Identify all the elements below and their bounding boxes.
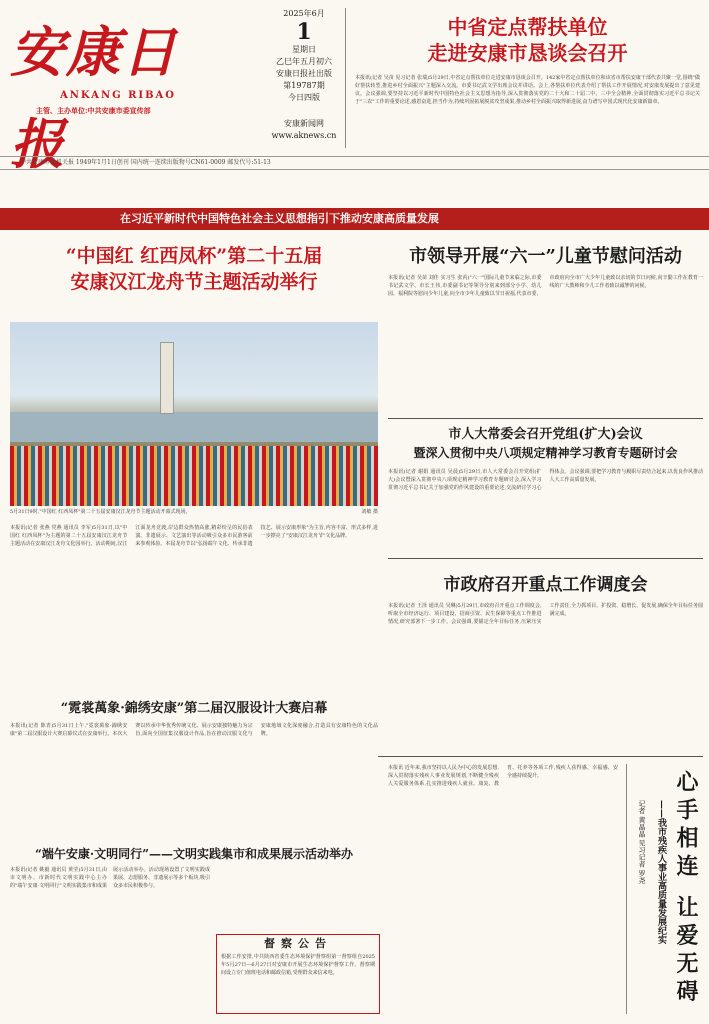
crowd [10,446,378,506]
masthead-title: 安康日报 [10,20,178,176]
congress-title-line1: 市人大常委会召开党组(扩大)会议 [448,427,643,442]
banner: 在习近平新时代中国特色社会主义思想指引下推动安康高质量发展 [0,208,709,230]
children-body: 本报讯(记者 吴苗 刘佳 实习生 张芮)"六一"国际儿童节来临之际,市委书记武文学、市长王伟,市委副书记等领导分别来到部分小学、幼儿园、福利院等慰问少年儿童,向全市少年儿童致以节日祝福,代表市委、市政府向全市广大少年儿童致以亲切的节日问候,向辛勤工作在教育一线的广大教师和少儿工作者致以诚挚的问候。 [388,275,703,297]
government-title: 市政府召开重点工作调度会 [443,575,648,595]
issue-day: 1 [296,19,312,45]
masthead-sponsor: 主管、主办单位:中共安康市委宣传部 [36,106,151,115]
divider [626,764,627,1014]
divider [345,8,346,148]
issue-weekday: 星期日 [292,45,316,54]
lead-title-line1: 中省定点帮扶单位 [447,15,608,39]
issue-pages: 今日四版 [288,93,320,102]
feature-vertical-subtitle: ——我市残疾人事业高质量发展纪实 [656,800,666,944]
lower-body: 本报讯 近年来,我市坚持以人民为中心的发展思想,深入贯彻落实残疾人事业发展规划,不断健全残疾人关爱服务体系,扎实推进残疾人就业、康复、教育、托养等各项工作,残疾人获得感、幸福感、安全感持续提升。 [388,765,618,787]
issue-date: 2025年6月 [283,9,325,18]
children-title: 市领导开展“六一”儿童节慰问活动 [409,246,682,267]
issue-info [268,8,340,142]
lead-title-line2: 走进安康市恳谈会召开 [427,41,628,65]
issue-number: 第19787期 [283,81,325,90]
pagoda [160,342,174,414]
issue-publisher: 安康日报社出版 [276,69,332,78]
dragon-title-line1: “中国红 红西凤杯”第二十五届 [65,245,323,267]
dragon-boat-photo [10,322,378,506]
masthead-pinyin: ANKANG RIBAO [60,90,177,101]
lead-body: 本报讯(记者 吴苗 见习记者 张瑞)5月29日,中省定点帮扶单位走进安康市恳谈会召开。142家中省定点帮扶单位和该省市帮扶安康干部代表共聚一堂,围绕"做好帮扶转型,推进乡村全面振兴"主题深入交流。市委书记武文学出席会议并讲话。会上,各帮扶单位代表介绍了帮扶工作开展情况,对安康发展提出了意见建议。会议强调,要坚持以习近平新时代中国特色社会主义思想为指导,深入贯彻落实党的二十大和二十届二中、三中全会精神,全面贯彻落实习近平总书记关于"三农"工作的重要论述,感恩奋进,担当作为,持续巩固拓展脱贫攻坚成果,推动乡村全面振兴取得新进展,奋力谱写中国式现代化安康新篇章。 [355,75,700,105]
site-label: 安康新闻网 [284,119,324,128]
photo-caption [10,508,378,516]
issue-lunar: 乙巳年五月初六 [276,57,332,66]
civilized-title: “端午安康·文明同行”——文明实践集市和成果展示活动举办 [35,847,353,861]
dragon-body: 本报讯(记者 张燕 党燕 通讯员 李军)5月31日,以"中国红 红西凤杯"为主题的第二十五届安康汉江龙舟节主题活动在安康汉江龙舟文化园举行。活动期间,汉江江面龙舟竞渡,岸边群众热情高涨,精彩纷呈的民俗表演、非遗展示、文艺演出等活动吸引众多市民游客前来参观体验。本届龙舟节以"弘扬端午文化、传承非遗技艺、展示安康形象"为主旨,内容丰富、形式多样,进一步擦亮了"安康汉江龙舟节"文化品牌。 [10,525,378,547]
congress-title-line2: 暨深入贯彻中央八项规定精神学习教育专题研讨会 [413,446,678,460]
divider [388,558,703,559]
notice-box [216,934,380,1014]
feature-byline: 记者 黄晶晶 见习记者 罗尧 [638,800,646,884]
hanfu-title: “霓裳萬象·錦绣安康”第二届汉服设计大赛启幕 [10,700,378,718]
info-bar: 中共安康市委机关报 1949年1月1日创刊 国内统一连续出版物号CN61-0009 邮发代号:51-13 [0,156,709,170]
congress-body: 本报讯(记者 谢娟 通讯员 吴晨)5月29日,市人大常委会召开党组(扩大)会议暨深入贯彻中央八项规定精神学习教育专题研讨会,深入学习贯彻习近平总书记关于加强党的作风建设的重要论述,交流研讨学习心得体会。会议强调,要把学习教育与履职尽责结合起来,以优良作风推动人大工作高质量发展。 [388,469,703,491]
civilized-body: 本报讯(记者 姚毅 通讯员 黄莹)5月31日,由市文明办、市新时代文明实践中心主办的"端午安康·文明同行"文明实践集市和成果展示活动举办。活动现场设置了文明实践成果展、志愿服务、非遗展示等多个板块,吸引众多市民积极参与。 [10,867,210,889]
river [10,412,378,442]
notice-body: 根据工作安排,中共陕西省委生态环境保护督察组第一督察组自2025年5月27日—6月27日对安康市开展生态环境保护督察工作。督察期间设立专门值班电话和邮政信箱,受理群众来信来电。 [221,954,375,976]
feature-vertical-title: 心手相连 让爱无碍 [673,770,699,1008]
site-url[interactable]: www.aknews.cn [271,131,337,140]
caption-text: 5月31日9时,"中国红 红西凤杯"第二十五届安康汉江龙舟节主题活动开幕式现场。 [10,509,191,515]
dragon-title-line2: 安康汉江龙舟节主题活动举行 [70,271,318,293]
photographer: 刘敏 摄 [361,509,378,515]
hanfu-body: 本报讯(记者 陈青)5月31日上午,"霓裳萬象·錦绣安康"第二届汉服设计大赛启幕仪式在安康举行。本次大赛以传承中华优秀传统文化、展示安康独特魅力为宗旨,面向全国征集汉服设计作品,旨在推动汉服文化与安康地域文化深度融合,打造具有安康特色的文化品牌。 [10,722,378,832]
notice-title: 督察公告 [264,937,332,950]
government-body: 本报讯(记者 王泽 通讯员 吴琳)5月29日,市政府召开重点工作调度会,听取全市经济运行、项目建设、招商引资、民生保障等重点工作推进情况,研究部署下一步工作。会议强调,要锚定全年目标任务,压紧压实工作责任,全力抓项目、扩投资、稳增长、促发展,确保全年目标任务圆满完成。 [388,603,703,625]
divider [388,418,703,419]
